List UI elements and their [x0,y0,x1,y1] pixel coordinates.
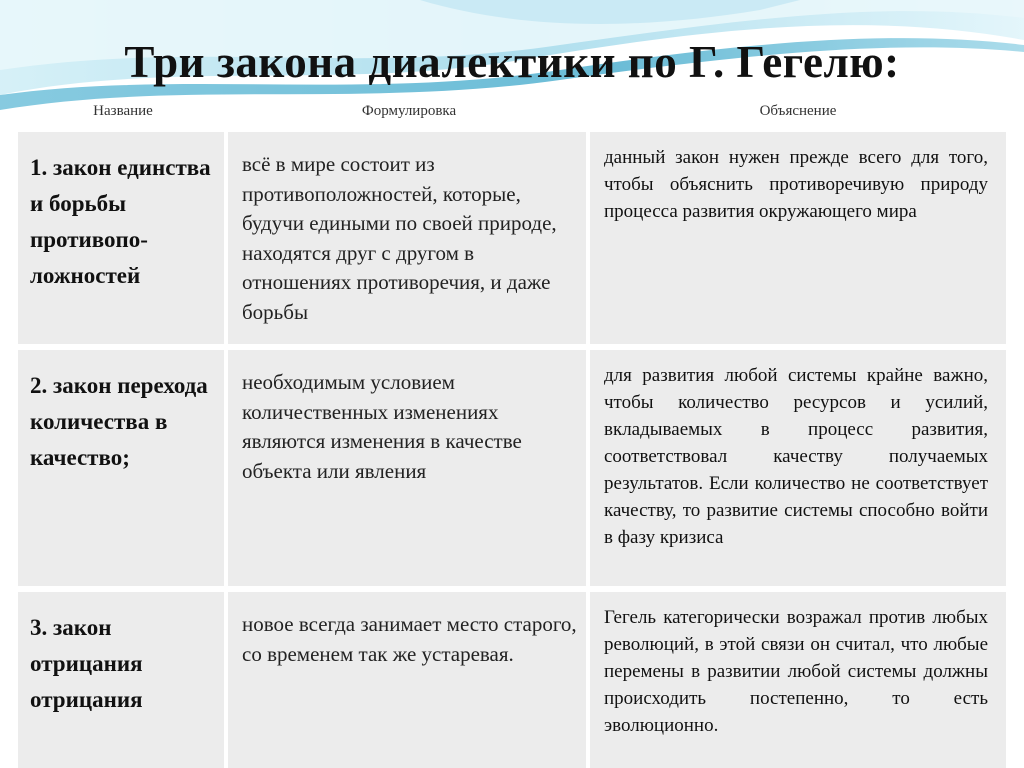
law-explanation: для развития любой системы крайне важно, чтобы количество ресурсов и усилий, вкладываемых в процесс развития, соответствовал качеству получаемых результатов. Если количество не соответствует качеству, то развитие системы способно войти в фазу кризиса [590,350,1006,586]
table-row [18,592,1006,768]
law-formulation: необходимым условием количественных изменениях являются изменения в качестве объекта или явления [228,350,590,586]
law-formulation: всё в мире состоит из противоположностей, которые, будучи едиными по своей природе, находятся друг с другом в отношениях противоречия, и даже борьбы [228,132,590,344]
table-header [18,96,1006,126]
column-header-formulation: Формулировка [361,102,457,119]
law-name: 2. закон перехода количества в качество; [18,350,228,586]
table-row [18,350,1006,586]
law-name: 3. закон отрицания отрицания [18,592,228,768]
column-header-explanation: Объяснение [759,102,837,119]
law-name: 1. закон единства и борьбы противопо-ложностей [18,132,228,344]
column-header-name: Название [93,102,153,119]
law-explanation: данный закон нужен прежде всего для того, чтобы объяснить противоречивую природу процесса развития окружающего мира [590,132,1006,344]
laws-table [18,96,1006,768]
law-formulation: новое всегда занимает место старого, со временем так же устаревая. [228,592,590,768]
law-explanation: Гегель категорически возражал против любых революций, в этой связи он считал, что любые перемены в развитии любой системы должны происходить постепенно, то есть эволюционно. [590,592,1006,768]
table-row [18,132,1006,344]
page-title: Три закона диалектики по Г. Гегелю: [124,37,900,87]
